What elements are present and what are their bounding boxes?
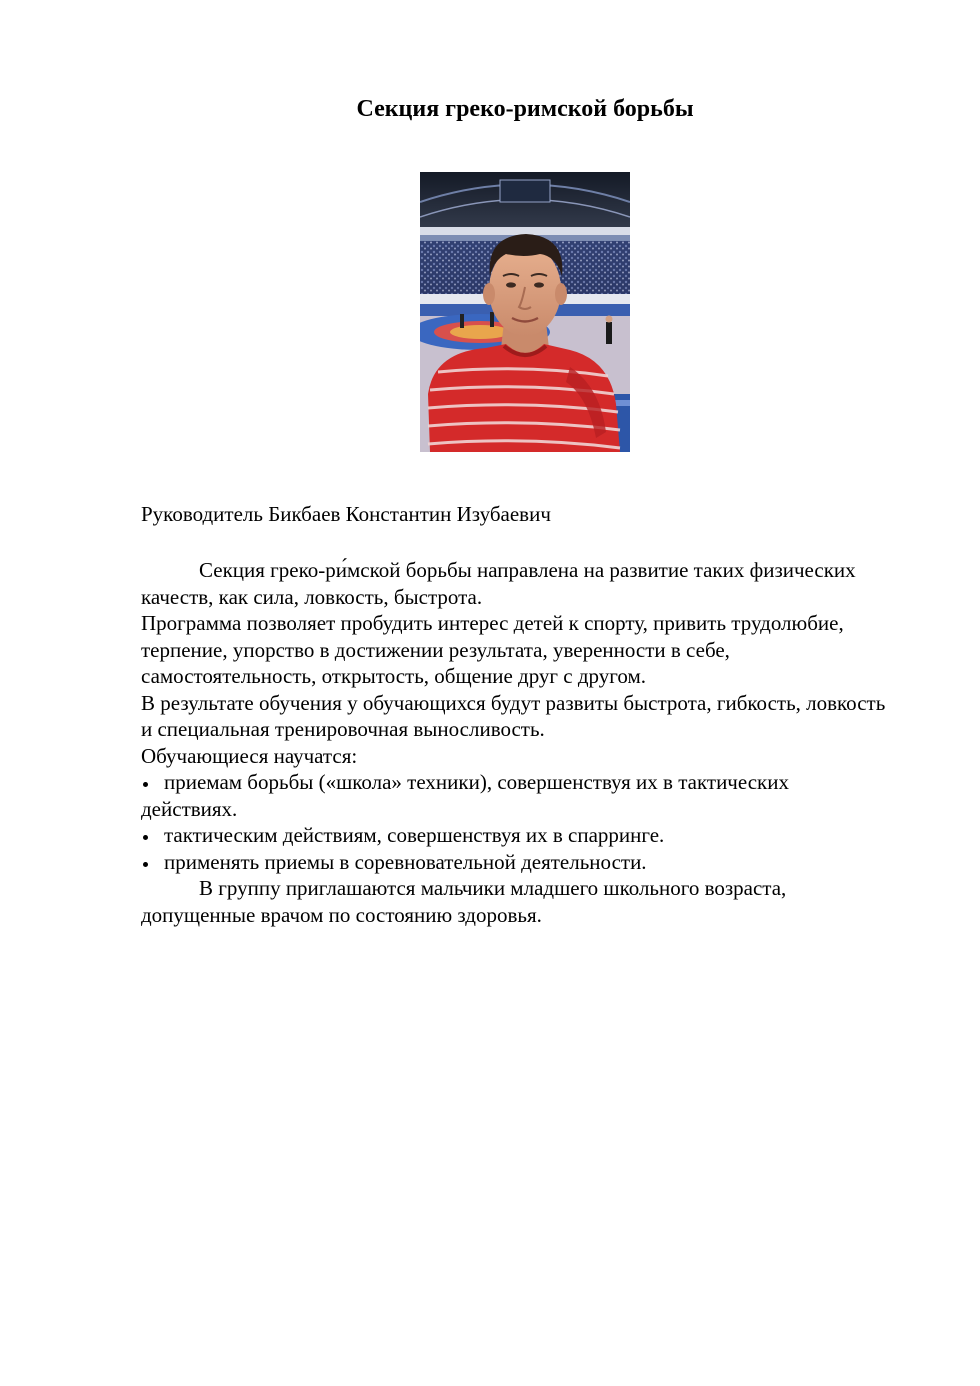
- leader-line: Руководитель Бикбаев Константин Изубаевич: [141, 502, 551, 526]
- list-item: [141, 849, 901, 876]
- list-item-text: приемам борьбы («школа» техники), совершенствуя их в тактических: [164, 770, 789, 794]
- list-item: [141, 822, 901, 849]
- list-item-text: тактическим действиям, совершенствуя их в спарринге.: [164, 823, 665, 847]
- leader-photo-illustration: [420, 172, 630, 452]
- skills-list: [141, 769, 901, 875]
- result-paragraph: В результате обучения у обучающихся будут развиты быстрота, гибкость, ловкость и специальная тренировочная выносливость.: [141, 690, 886, 741]
- invite-paragraph: В группу приглашаются мальчики младшего школьного возраста, допущенные врачом по состоянию здоровья.: [141, 876, 787, 927]
- description: [141, 557, 901, 928]
- program-paragraph: Программа позволяет пробудить интерес детей к спорту, привить трудолюбие, терпение, упорство в достижении результата, уверенности в себе, самостоятельность, открытость, общение друг с другом.: [141, 611, 844, 688]
- list-item-text: применять приемы в соревновательной деятельности.: [164, 849, 647, 874]
- list-item: [141, 769, 901, 822]
- learn-intro: Обучающиеся научатся:: [141, 743, 358, 768]
- list-item-text-continued: действиях.: [141, 796, 238, 821]
- intro-paragraph: Секция греко-ри́мской борьбы направлена на развитие таких физических качеств, как сила, ловкость, быстрота.: [141, 558, 856, 609]
- leader-photo: [420, 172, 630, 452]
- page-title: Секция греко-римской борьбы: [356, 96, 694, 122]
